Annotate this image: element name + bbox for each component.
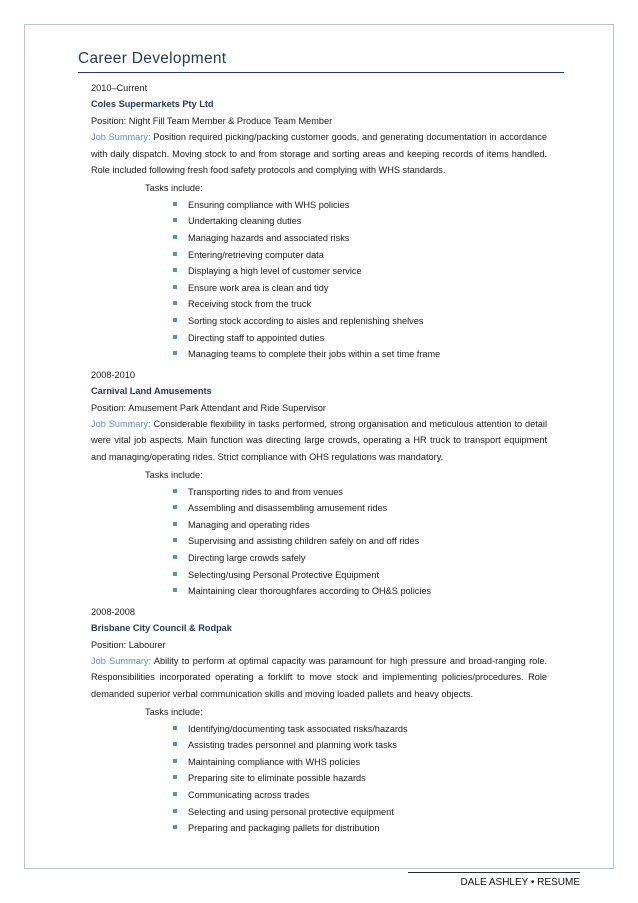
task-item bbox=[173, 213, 547, 230]
square-bullet-icon bbox=[173, 351, 177, 355]
tasks-label: Tasks include: bbox=[145, 707, 203, 718]
tasks-label: Tasks include: bbox=[145, 470, 203, 481]
job-position: Position: Amusement Park Attendant and Ride Supervisor bbox=[91, 402, 326, 413]
task-item bbox=[173, 296, 547, 313]
job-summary bbox=[91, 416, 547, 465]
task-text: Selecting/using Personal Protective Equipment bbox=[188, 569, 380, 580]
job-position: Position: Labourer bbox=[91, 639, 166, 650]
square-bullet-icon bbox=[173, 588, 177, 592]
task-item bbox=[173, 484, 547, 501]
square-bullet-icon bbox=[173, 792, 177, 796]
job-summary-label: Job Summary: bbox=[91, 419, 151, 429]
job-period: 2008-2008 bbox=[91, 606, 135, 617]
job-employer: Coles Supermarkets Pty Ltd bbox=[91, 99, 214, 110]
task-text: Assembling and disassembling amusement rides bbox=[188, 503, 388, 514]
square-bullet-icon bbox=[173, 726, 177, 730]
task-list bbox=[173, 721, 547, 837]
task-item bbox=[173, 517, 547, 534]
task-text: Managing hazards and associated risks bbox=[188, 233, 350, 244]
task-item bbox=[173, 583, 547, 600]
square-bullet-icon bbox=[173, 335, 177, 339]
square-bullet-icon bbox=[173, 522, 177, 526]
job-employer: Carnival Land Amusements bbox=[91, 386, 212, 397]
square-bullet-icon bbox=[173, 759, 177, 763]
task-item bbox=[173, 567, 547, 584]
task-text: Identifying/documenting task associated risks/hazards bbox=[188, 723, 408, 734]
job-summary bbox=[91, 653, 547, 702]
square-bullet-icon bbox=[173, 301, 177, 305]
task-item bbox=[173, 721, 547, 738]
square-bullet-icon bbox=[173, 318, 177, 322]
task-text: Maintaining compliance with WHS policies bbox=[188, 756, 361, 767]
task-item bbox=[173, 230, 547, 247]
task-text: Sorting stock according to aisles and replenishing shelves bbox=[188, 316, 424, 326]
heading-rule bbox=[78, 72, 564, 73]
section-title: Career Development bbox=[78, 50, 227, 67]
job-entry bbox=[91, 367, 547, 600]
square-bullet-icon bbox=[173, 809, 177, 813]
square-bullet-icon bbox=[173, 572, 177, 576]
job-summary-label: Job Summary: bbox=[91, 656, 152, 666]
square-bullet-icon bbox=[173, 538, 177, 542]
task-text: Managing teams to complete their jobs within a set time frame bbox=[188, 349, 441, 360]
task-text: Ensure work area is clean and tidy bbox=[188, 282, 329, 293]
task-item bbox=[173, 787, 547, 804]
task-item bbox=[173, 500, 547, 517]
job-summary-text: Considerable flexibility in tasks performed, strong organisation and meticulous attention to detail were vital job aspects. Main function was directing large crowds, operating a HR truck to transport equipment and managing/operating rides. Strict compliance with OHS regulations was mandatory. bbox=[91, 419, 547, 462]
task-text: Preparing site to eliminate possible hazards bbox=[188, 773, 366, 784]
task-item bbox=[173, 330, 547, 347]
task-item bbox=[173, 313, 547, 330]
job-summary-text: Ability to perform at optimal capacity was paramount for high pressure and broad-ranging role. Responsibilities incorporated operating a forklift to move stock and implementing policies/procedures. Role demanded superior verbal communication skills and moving loaded pallets and heavy objects. bbox=[91, 656, 547, 699]
job-entry bbox=[91, 80, 547, 363]
task-text: Ensuring compliance with WHS policies bbox=[188, 199, 350, 210]
job-entry bbox=[91, 604, 547, 837]
task-item bbox=[173, 280, 547, 297]
square-bullet-icon bbox=[173, 252, 177, 256]
task-item bbox=[173, 754, 547, 771]
task-item bbox=[173, 533, 547, 550]
task-list bbox=[173, 484, 547, 600]
task-text: Directing staff to appointed duties bbox=[188, 332, 325, 343]
square-bullet-icon bbox=[173, 235, 177, 239]
task-text: Supervising and assisting children safely on and off rides bbox=[188, 536, 420, 547]
task-text: Displaying a high level of customer service bbox=[188, 266, 362, 277]
tasks-label: Tasks include: bbox=[145, 183, 203, 194]
job-period: 2010–Current bbox=[91, 83, 148, 93]
task-list bbox=[173, 197, 547, 363]
task-text: Directing large crowds safely bbox=[188, 553, 306, 563]
task-text: Communicating across trades bbox=[188, 790, 310, 800]
square-bullet-icon bbox=[173, 775, 177, 779]
task-text: Entering/retrieving computer data bbox=[188, 249, 324, 260]
job-summary bbox=[91, 129, 547, 178]
task-item bbox=[173, 770, 547, 787]
task-item bbox=[173, 346, 547, 363]
task-text: Preparing and packaging pallets for distribution bbox=[188, 823, 380, 834]
career-content bbox=[91, 80, 547, 841]
square-bullet-icon bbox=[173, 555, 177, 559]
task-text: Maintaining clear thoroughfares according to OH&S policies bbox=[188, 586, 432, 597]
square-bullet-icon bbox=[173, 825, 177, 829]
footer: DALE ASHLEY • RESUME bbox=[408, 872, 580, 892]
task-text: Transporting rides to and from venues bbox=[188, 486, 343, 497]
task-item bbox=[173, 550, 547, 567]
job-employer: Brisbane City Council & Rodpak bbox=[91, 623, 232, 634]
square-bullet-icon bbox=[173, 505, 177, 509]
job-summary-label: Job Summary: bbox=[91, 132, 151, 143]
task-item bbox=[173, 820, 547, 837]
task-text: Assisting trades personnel and planning work tasks bbox=[188, 740, 397, 751]
square-bullet-icon bbox=[173, 268, 177, 272]
task-item bbox=[173, 737, 547, 754]
square-bullet-icon bbox=[173, 742, 177, 746]
square-bullet-icon bbox=[173, 218, 177, 222]
task-item bbox=[173, 804, 547, 821]
task-item bbox=[173, 263, 547, 280]
square-bullet-icon bbox=[173, 489, 177, 493]
task-item bbox=[173, 247, 547, 264]
square-bullet-icon bbox=[173, 285, 177, 289]
task-text: Selecting and using personal protective equipment bbox=[188, 806, 394, 817]
task-text: Receiving stock from the truck bbox=[188, 299, 312, 310]
job-period: 2008-2010 bbox=[91, 369, 135, 380]
job-position: Position: Night Fill Team Member & Produce Team Member bbox=[91, 115, 333, 126]
task-item bbox=[173, 197, 547, 214]
task-text: Undertaking cleaning duties bbox=[188, 216, 302, 227]
square-bullet-icon bbox=[173, 202, 177, 206]
job-summary-text: Position required picking/packing customer goods, and generating documentation in accordance with daily dispatch. Moving stock to and from storage and sorting areas and keeping records of items handled. Role included following fresh food safety protocols and complying with WHS standards. bbox=[91, 132, 547, 176]
task-text: Managing and operating rides bbox=[188, 519, 310, 530]
